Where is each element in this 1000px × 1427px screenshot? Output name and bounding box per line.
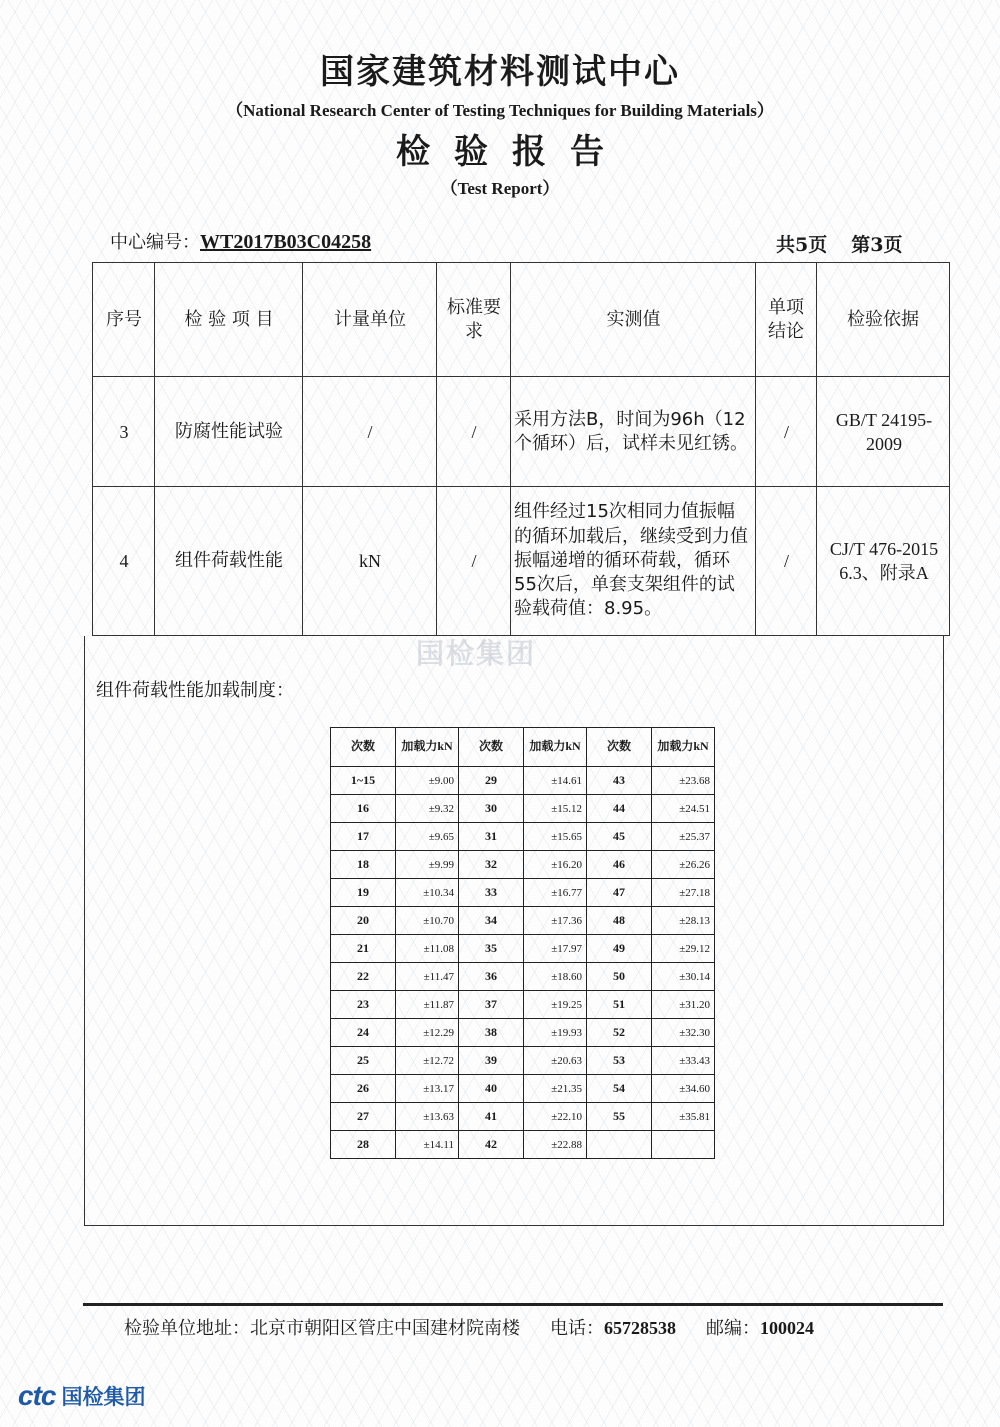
table-row-cell-unit: kN	[359, 550, 381, 571]
col-header-conclusion: 单项结论	[768, 296, 804, 342]
load-count: 37	[459, 991, 524, 1019]
load-count: 36	[459, 963, 524, 991]
col-header-seq: 序号	[106, 308, 142, 330]
table-row-cell-measured: 组件经过15次相同力值振幅的循环加载后，继续受到力值振幅递增的循环荷载，循环55次后，单套支架组件的试验载荷值：8.95。	[514, 501, 748, 620]
col-header-requirement: 标准要求	[447, 296, 501, 342]
table-row-cell-requirement: /	[471, 550, 477, 571]
load-force: ±14.11	[396, 1131, 459, 1159]
load-force: ±11.08	[396, 935, 459, 963]
load-force: ±16.20	[524, 851, 587, 879]
load-force: ±34.60	[652, 1075, 715, 1103]
table-row-cell-item: 防腐性能试验	[175, 420, 283, 442]
load-count: 53	[587, 1047, 652, 1075]
address-label: 检验单位地址：	[124, 1318, 250, 1339]
report-title-cn: 检验报告	[396, 132, 628, 172]
logo-mark: ctc	[18, 1380, 56, 1411]
table-row	[331, 823, 715, 851]
load-count: 47	[587, 879, 652, 907]
col-header-basis: 检验依据	[847, 308, 919, 330]
load-force: ±14.61	[524, 767, 587, 795]
footer-divider	[83, 1303, 943, 1306]
load-count: 22	[331, 963, 396, 991]
load-count: 30	[459, 795, 524, 823]
load-force: ±28.13	[652, 907, 715, 935]
table-row-cell-basis: CJ/T 476-2015 6.3、附录A	[829, 538, 939, 583]
load-count	[587, 1131, 652, 1159]
load-force: ±31.20	[652, 991, 715, 1019]
load-force: ±25.37	[652, 823, 715, 851]
table-row	[331, 1103, 715, 1131]
table-row-cell-item: 组件荷载性能	[175, 549, 283, 571]
load-force: ±27.18	[652, 879, 715, 907]
load-count: 25	[331, 1047, 396, 1075]
load-count: 40	[459, 1075, 524, 1103]
load-count: 34	[459, 907, 524, 935]
load-count: 54	[587, 1075, 652, 1103]
table-row-cell-basis: GB/T 24195-2009	[835, 409, 933, 454]
load-force: ±33.43	[652, 1047, 715, 1075]
table-row	[331, 879, 715, 907]
table-row-cell-seq: 4	[119, 550, 129, 571]
load-force: ±16.77	[524, 879, 587, 907]
load-count: 38	[459, 1019, 524, 1047]
table-row	[331, 963, 715, 991]
load-force: ±9.32	[396, 795, 459, 823]
col-header-force: 加载力kN	[652, 728, 715, 767]
footer	[124, 1314, 814, 1340]
load-force: ±19.25	[524, 991, 587, 1019]
table-row	[331, 1075, 715, 1103]
load-count: 45	[587, 823, 652, 851]
load-count: 19	[331, 879, 396, 907]
center-number-label: 中心编号：	[110, 232, 200, 253]
table-row	[331, 991, 715, 1019]
col-header-count: 次数	[459, 728, 524, 767]
table-row-cell-seq: 3	[119, 421, 129, 442]
load-force: ±29.12	[652, 935, 715, 963]
table-row	[331, 851, 715, 879]
col-header-force: 加载力kN	[396, 728, 459, 767]
load-count: 1~15	[331, 767, 396, 795]
load-count: 32	[459, 851, 524, 879]
load-force: ±17.97	[524, 935, 587, 963]
load-force: ±10.34	[396, 879, 459, 907]
load-count: 33	[459, 879, 524, 907]
load-count: 24	[331, 1019, 396, 1047]
total-pages: 共5页	[776, 234, 828, 256]
load-force: ±20.63	[524, 1047, 587, 1075]
load-count: 39	[459, 1047, 524, 1075]
table-row	[331, 767, 715, 795]
table-row	[331, 907, 715, 935]
table-row-cell-unit: /	[367, 421, 373, 442]
load-count: 48	[587, 907, 652, 935]
load-force: ±18.60	[524, 963, 587, 991]
postcode-label: 邮编：	[706, 1318, 760, 1339]
load-force	[652, 1131, 715, 1159]
load-count: 35	[459, 935, 524, 963]
watermark: 国检集团	[416, 637, 537, 670]
col-header-measured: 实测值	[606, 308, 661, 330]
center-number	[110, 228, 371, 254]
load-force: ±21.35	[524, 1075, 587, 1103]
load-count: 51	[587, 991, 652, 1019]
table-row	[331, 1019, 715, 1047]
org-title-cn: 国家建筑材料测试中心	[320, 52, 680, 92]
load-count: 23	[331, 991, 396, 1019]
schedule-heading: 组件荷载性能加载制度：	[96, 680, 294, 701]
load-count: 29	[459, 767, 524, 795]
col-header-count: 次数	[587, 728, 652, 767]
load-force: ±15.12	[524, 795, 587, 823]
load-count: 16	[331, 795, 396, 823]
current-page: 第3页	[851, 234, 903, 256]
load-force: ±11.47	[396, 963, 459, 991]
org-title-en: （National Research Center of Testing Techniques for Building Materials）	[226, 101, 774, 120]
logo-name: 国检集团	[61, 1385, 146, 1409]
load-force: ±11.87	[396, 991, 459, 1019]
load-force: ±30.14	[652, 963, 715, 991]
load-count: 20	[331, 907, 396, 935]
load-count: 27	[331, 1103, 396, 1131]
ctc-logo	[18, 1380, 145, 1412]
load-count: 55	[587, 1103, 652, 1131]
load-force: ±35.81	[652, 1103, 715, 1131]
load-count: 18	[331, 851, 396, 879]
col-header-unit: 计量单位	[334, 308, 406, 330]
load-force: ±32.30	[652, 1019, 715, 1047]
load-force: ±9.00	[396, 767, 459, 795]
load-force: ±13.63	[396, 1103, 459, 1131]
table-row-cell-conclusion: /	[783, 550, 789, 571]
report-title-en: （Test Report）	[440, 179, 560, 198]
address: 北京市朝阳区管庄中国建材院南楼	[250, 1318, 520, 1339]
center-number-value: WT2017B03C04258	[200, 231, 372, 253]
page-info	[776, 230, 926, 257]
load-schedule-body	[331, 767, 715, 1159]
load-count: 17	[331, 823, 396, 851]
table-row	[331, 935, 715, 963]
table-row	[331, 1131, 715, 1159]
col-header-item: 检 验 项 目	[184, 308, 274, 330]
load-count: 28	[331, 1131, 396, 1159]
postcode: 100024	[760, 1318, 814, 1338]
table-row	[331, 1047, 715, 1075]
table-row-cell-requirement: /	[471, 421, 477, 442]
load-force: ±10.70	[396, 907, 459, 935]
table-row-cell-conclusion: /	[783, 421, 789, 442]
load-count: 43	[587, 767, 652, 795]
load-count: 26	[331, 1075, 396, 1103]
load-count: 21	[331, 935, 396, 963]
load-count: 46	[587, 851, 652, 879]
load-count: 31	[459, 823, 524, 851]
phone-label: 电话：	[550, 1318, 604, 1339]
table-row-cell-measured: 采用方法B，时间为96h（12个循环）后，试样未见红锈。	[514, 408, 748, 454]
load-count: 41	[459, 1103, 524, 1131]
load-count: 42	[459, 1131, 524, 1159]
load-force: ±19.93	[524, 1019, 587, 1047]
load-force: ±12.29	[396, 1019, 459, 1047]
load-force: ±24.51	[652, 795, 715, 823]
load-force: ±15.65	[524, 823, 587, 851]
load-force: ±9.99	[396, 851, 459, 879]
load-force: ±9.65	[396, 823, 459, 851]
load-count: 49	[587, 935, 652, 963]
table-row	[331, 795, 715, 823]
load-schedule-table	[330, 727, 715, 1159]
load-count: 50	[587, 963, 652, 991]
load-force: ±26.26	[652, 851, 715, 879]
load-count: 44	[587, 795, 652, 823]
phone: 65728538	[604, 1318, 676, 1338]
col-header-force: 加载力kN	[524, 728, 587, 767]
load-force: ±13.17	[396, 1075, 459, 1103]
load-force: ±22.10	[524, 1103, 587, 1131]
col-header-count: 次数	[331, 728, 396, 767]
load-force: ±23.68	[652, 767, 715, 795]
load-count: 52	[587, 1019, 652, 1047]
load-force: ±17.36	[524, 907, 587, 935]
load-force: ±22.88	[524, 1131, 587, 1159]
load-force: ±12.72	[396, 1047, 459, 1075]
